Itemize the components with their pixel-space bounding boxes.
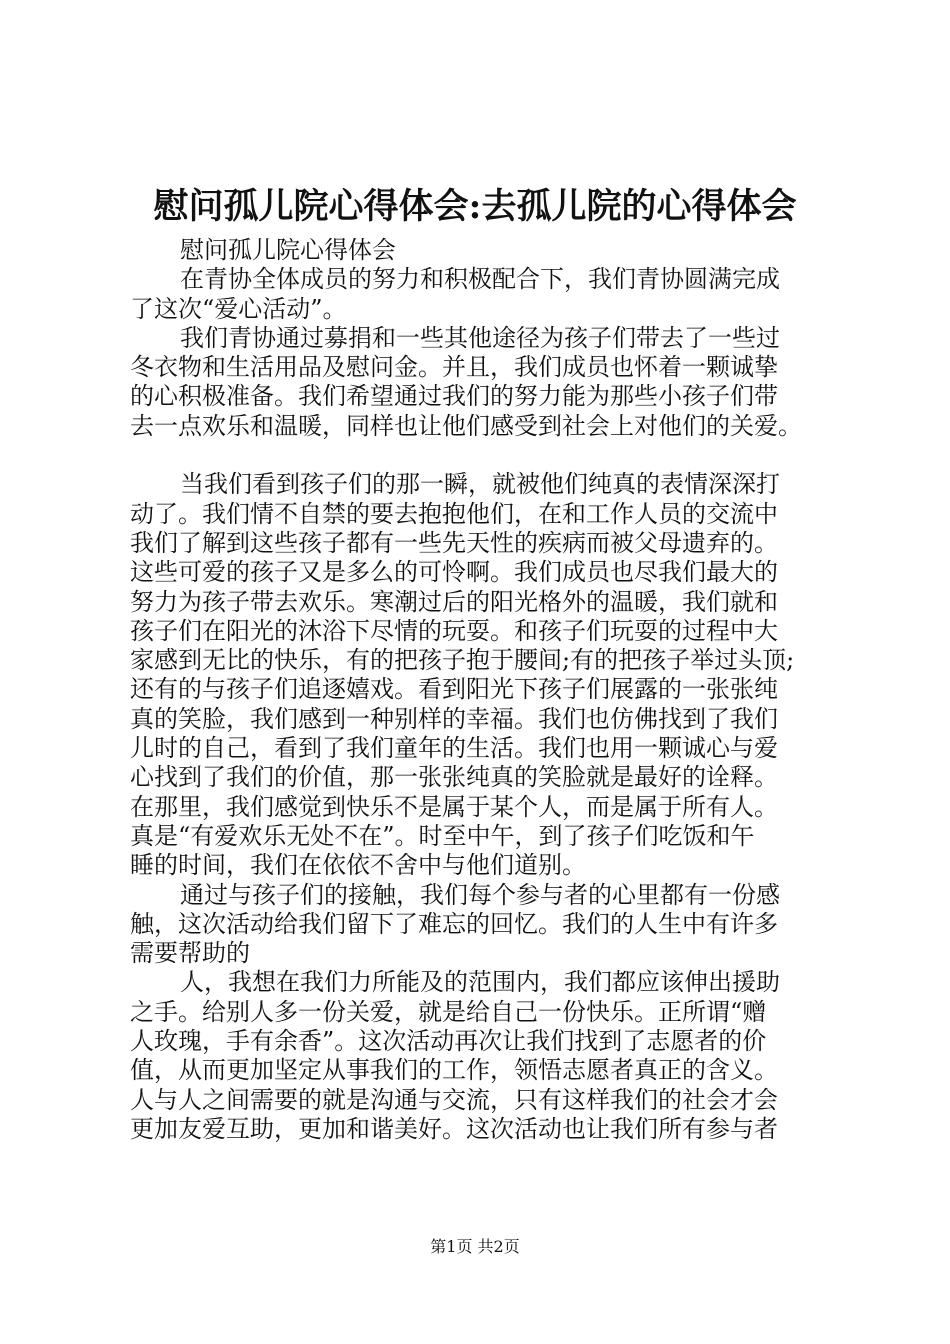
text-line: 努力为孩子带去欢乐。寒潮过后的阳光格外的温暖，我们就和 [130, 587, 778, 616]
text-line: 人玫瑰，手有余香”。这次活动再次让我们找到了志愿者的价 [130, 1027, 767, 1056]
page-footer: 第1页 共2页 [430, 1237, 520, 1256]
document-body [130, 236, 850, 1144]
text-line: 儿时的自己，看到了我们童年的生活。我们也用一颗诚心与爱 [130, 734, 778, 763]
text-line: 冬衣物和生活用品及慰问金。并且，我们成员也怀着一颗诚挚 [130, 353, 778, 382]
text-line: 当我们看到孩子们的那一瞬，就被他们纯真的表情深深打 [180, 470, 780, 499]
text-line: 在那里，我们感觉到快乐不是属于某个人，而是属于所有人。 [130, 792, 778, 821]
text-line: 家感到无比的快乐，有的把孩子抱于腰间;有的把孩子举过头顶; [130, 646, 795, 675]
text-line: 值，从而更加坚定从事我们的工作，领悟志愿者真正的含义。 [130, 1056, 778, 1085]
text-line: 动了。我们情不自禁的要去抱抱他们，在和工作人员的交流中 [130, 499, 778, 528]
text-line: 之手。给别人多一份关爱，就是给自己一份快乐。正所谓“赠 [130, 997, 767, 1026]
text-line: 更加友爱互助，更加和谐美好。这次活动也让我们所有参与者 [130, 1114, 778, 1143]
text-line: 心找到了我们的价值，那一张张纯真的笑脸就是最好的诠释。 [130, 763, 778, 792]
text-line: 通过与孩子们的接触，我们每个参与者的心里都有一份感 [180, 880, 780, 909]
text-line: 人与人之间需要的就是沟通与交流，只有这样我们的社会才会 [130, 1085, 778, 1114]
document-title: 慰问孤儿院心得体会:去孤儿院的心得体会 [153, 186, 797, 227]
text-line: 在青协全体成员的努力和积极配合下，我们青协圆满完成 [180, 265, 780, 294]
text-line: 孩子们在阳光的沐浴下尽情的玩耍。和孩子们玩耍的过程中大 [130, 616, 778, 645]
text-line: 还有的与孩子们追逐嬉戏。看到阳光下孩子们展露的一张张纯 [130, 675, 778, 704]
text-line: 睡的时间，我们在依依不舍中与他们道别。 [130, 851, 586, 880]
text-line: 真是“有爱欢乐无处不在”。时至中午，到了孩子们吃饭和午 [130, 821, 755, 850]
text-line: 触，这次活动给我们留下了难忘的回忆。我们的人生中有许多 [130, 909, 778, 938]
text-line: 真的笑脸，我们感到一种别样的幸福。我们也仿佛找到了我们 [130, 704, 778, 733]
text-line: 去一点欢乐和温暖，同样也让他们感受到社会上对他们的关爱。 [130, 411, 802, 440]
text-line: 我们了解到这些孩子都有一些先天性的疾病而被父母遗弃的。 [130, 528, 778, 557]
text-line: 人，我想在我们力所能及的范围内，我们都应该伸出援助 [180, 968, 780, 997]
text-line: 了这次“爱心活动”。 [130, 294, 347, 323]
text-line: 的心积极准备。我们希望通过我们的努力能为那些小孩子们带 [130, 382, 778, 411]
text-line: 这些可爱的孩子又是多么的可怜啊。我们成员也尽我们最大的 [130, 558, 778, 587]
blank-line [130, 441, 850, 470]
text-line: 我们青协通过募捐和一些其他途径为孩子们带去了一些过 [180, 323, 780, 352]
text-line: 慰问孤儿院心得体会 [180, 236, 396, 264]
text-line: 需要帮助的 [130, 939, 250, 968]
